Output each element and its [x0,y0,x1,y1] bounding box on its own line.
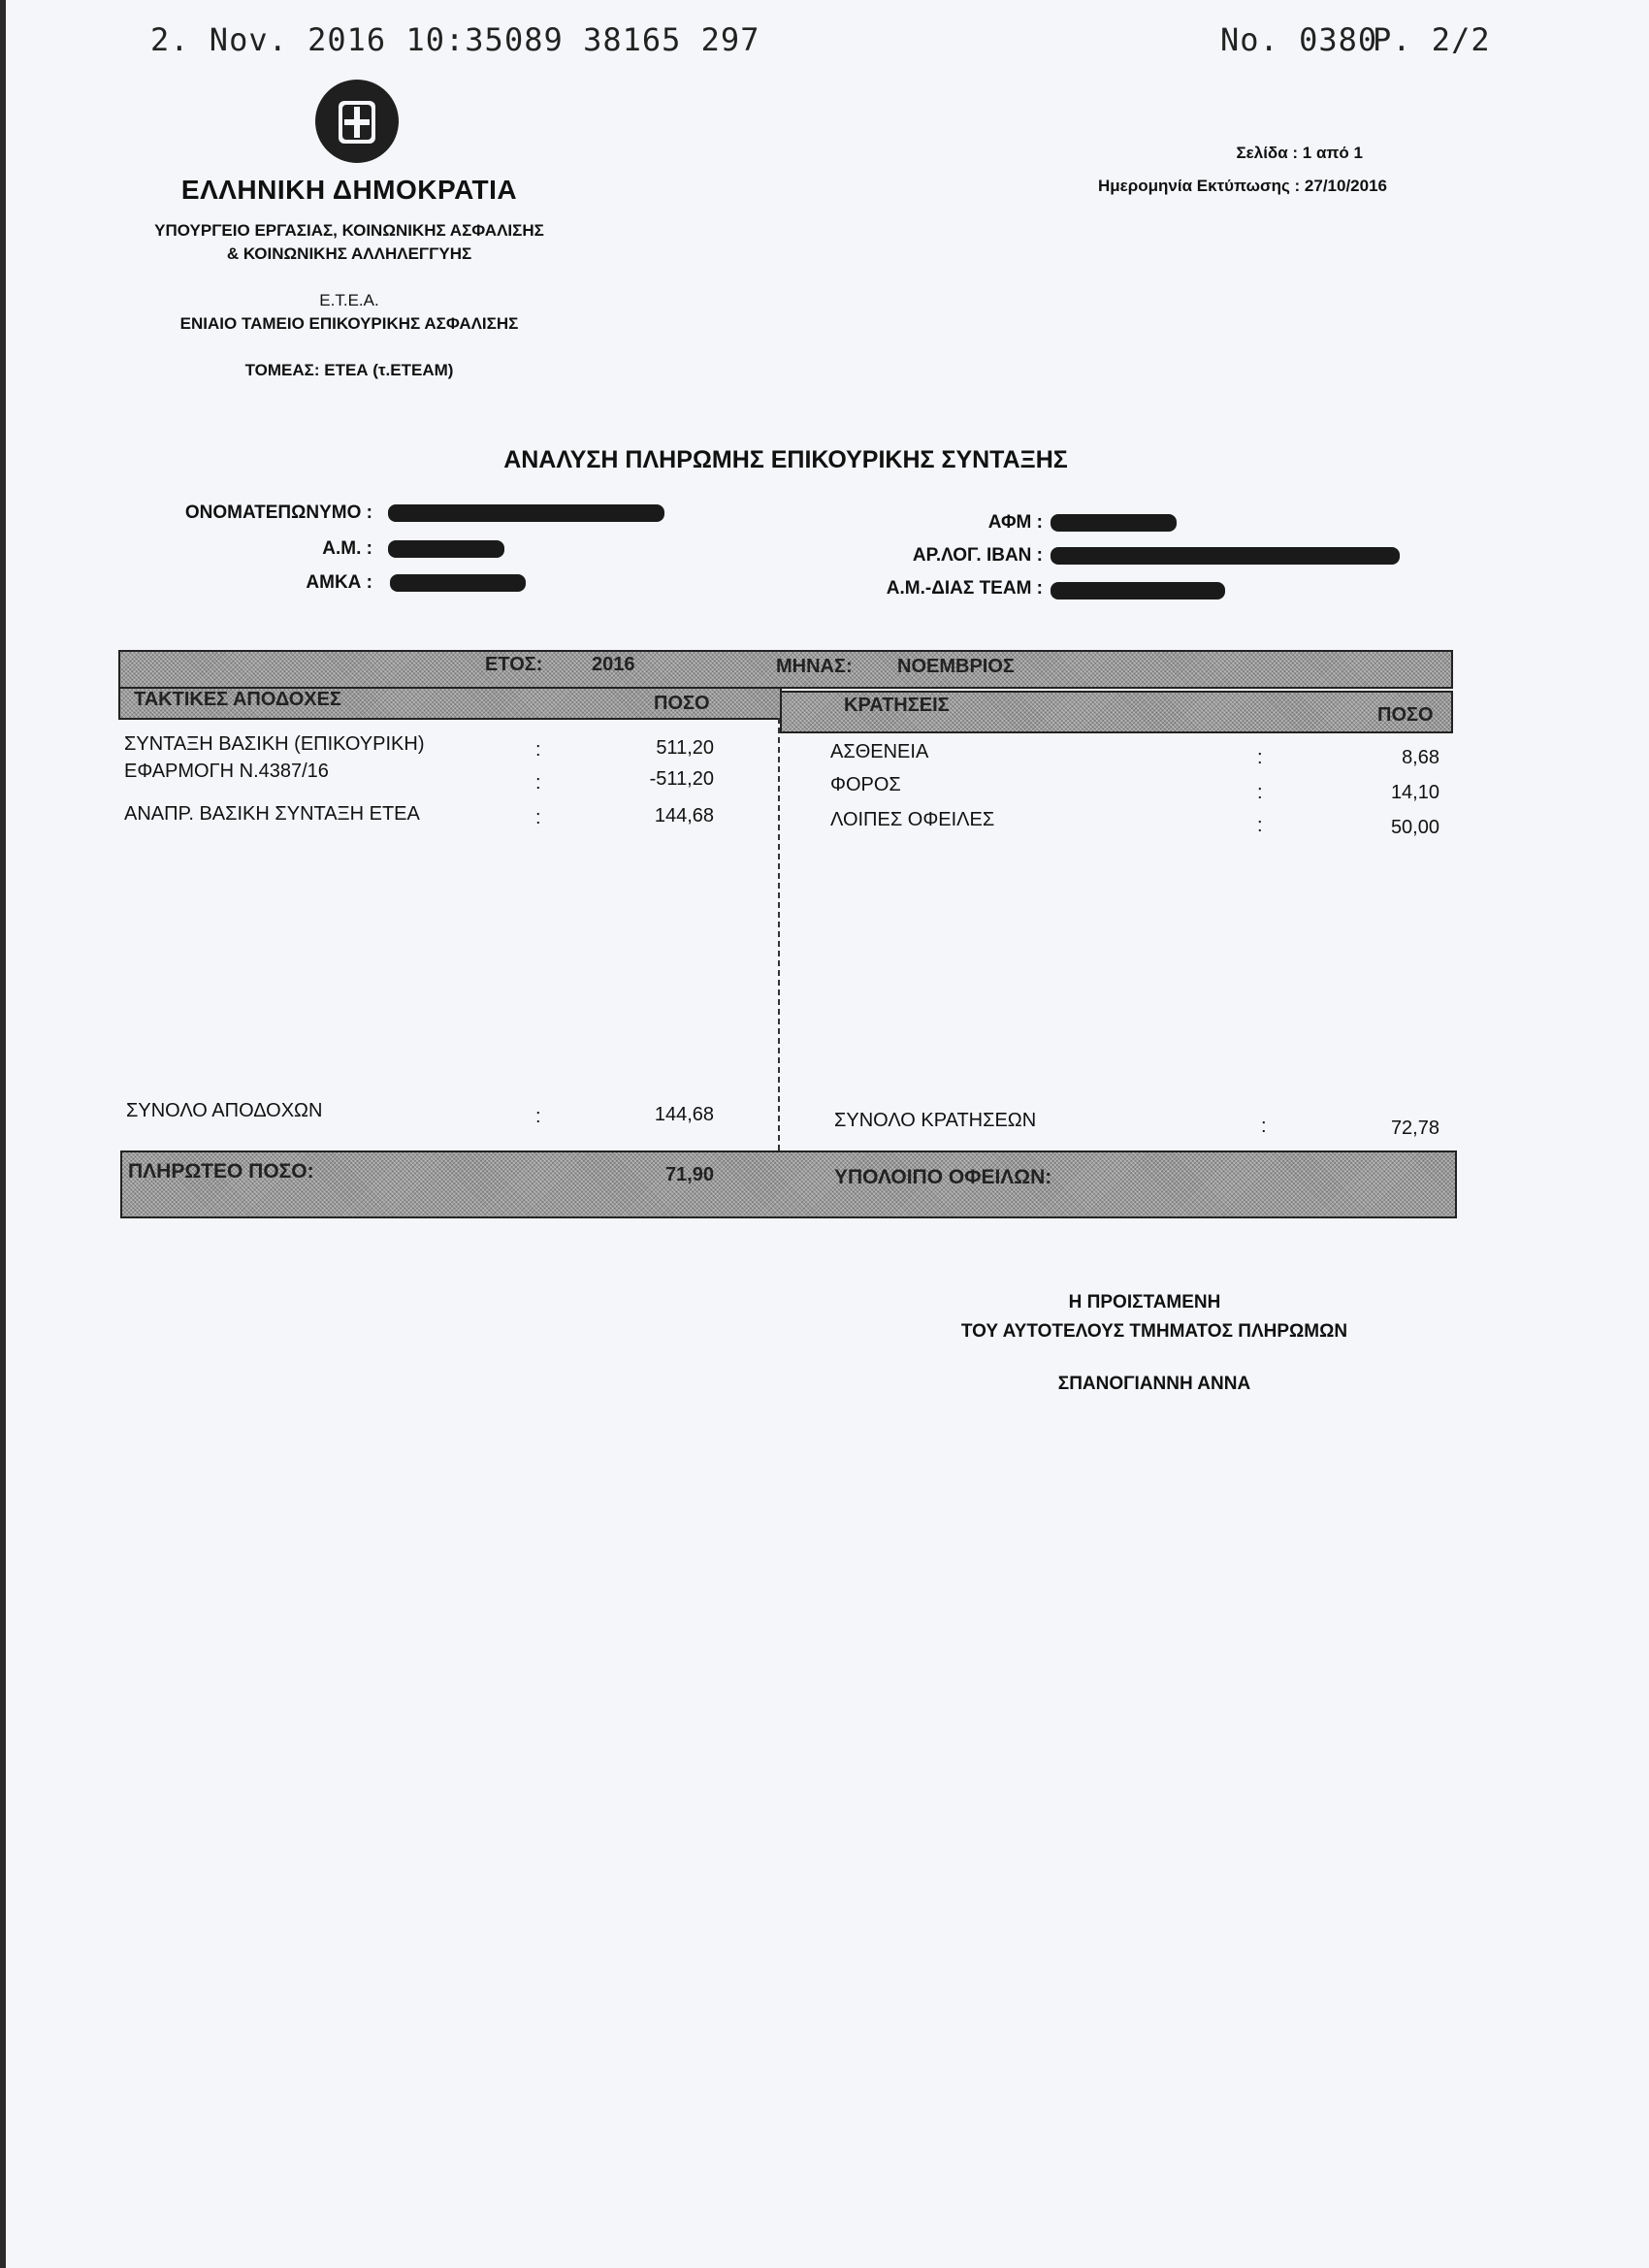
earnings-total: 144,68 [654,1104,714,1125]
deduction-row-label: ΛΟΙΠΕΣ ΟΦΕΙΛΕΣ [830,809,995,830]
fund-abbr: Ε.Τ.Ε.Α. [319,291,379,309]
deduction-row-amount: 14,10 [1390,782,1439,803]
fax-number: No. 0380 [1220,21,1378,58]
signature-department: ΤΟΥ ΑΥΤΟΤΕΛΟΥΣ ΤΜΗΜΑΤΟΣ ΠΛΗΡΩΜΩΝ [960,1321,1348,1342]
am-dias-label: Α.Μ.-ΔΙΑΣ ΤΕΑΜ : [886,578,1043,599]
sector: ΤΟΜΕΑΣ: ΕΤΕΑ (τ.ΕΤΕΑΜ) [244,361,454,379]
column-divider [778,718,780,1150]
earning-row-sep: : [535,739,541,761]
deduction-row-amount: 8,68 [1402,747,1439,768]
deduction-row-label: ΑΣΘΕΝΕΙΑ [830,741,929,762]
fax-datetime: 2. Nov. 2016 10:35 [150,21,504,58]
deductions-amount-header: ΠΟΣΟ [1377,704,1434,726]
document-title: ΑΝΑΛΥΣΗ ΠΛΗΡΩΜΗΣ ΕΠΙΚΟΥΡΙΚΗΣ ΣΥΝΤΑΞΗΣ [503,446,1068,473]
year-value: 2016 [592,654,635,675]
month-value: ΝΟΕΜΒΡΙΟΣ [897,656,1015,677]
year-label: ΕΤΟΣ: [485,654,543,675]
balance-label: ΥΠΟΛΟΙΠΟ ΟΦΕΙΛΩΝ: [834,1166,1052,1188]
print-date: Ημερομηνία Εκτύπωσης : 27/10/2016 [1097,177,1387,195]
amka-label: ΑΜΚΑ : [306,572,372,593]
fund-name: ΕΝΙΑΙΟ ΤΑΜΕΙΟ ΕΠΙΚΟΥΡΙΚΗΣ ΑΣΦΑΛΙΣΗΣ [179,314,519,333]
amka-redaction [390,574,526,592]
deduction-row-sep: : [1257,782,1263,803]
greek-emblem-icon [315,80,399,163]
payable-label: ΠΛΗΡΩΤΕΟ ΠΟΣΟ: [128,1160,314,1183]
am-dias-redaction [1051,582,1225,599]
afm-redaction [1051,514,1177,532]
earning-row-amount: 144,68 [654,805,714,826]
earning-row-amount: 511,20 [656,737,714,759]
fax-phone: 089 38165 297 [504,21,760,58]
earnings-amount-header: ΠΟΣΟ [654,693,710,714]
fax-page: P. 2/2 [1373,21,1491,58]
scan-edge [0,0,6,2268]
month-label: ΜΗΝΑΣ: [776,656,853,677]
republic-title: ΕΛΛΗΝΙΚΗ ΔΗΜΟΚΡΑΤΙΑ [180,175,518,205]
earning-row-sep: : [535,807,541,828]
deductions-total-sep: : [1261,1116,1267,1137]
earning-row-label: ΑΝΑΠΡ. ΒΑΣΙΚΗ ΣΥΝΤΑΞΗ ΕΤΕΑ [124,803,420,825]
am-label: Α.Μ. : [322,538,372,559]
afm-label: ΑΦΜ : [987,512,1043,533]
earning-row-amount: -511,20 [649,768,714,790]
deductions-header: ΚΡΑΤΗΣΕΙΣ [844,695,950,716]
deduction-row-sep: : [1257,747,1263,768]
deduction-row-sep: : [1257,815,1263,836]
signature-title: Η ΠΡΟΙΣΤΑΜΕΝΗ [1068,1292,1221,1312]
payable-bar [120,1150,1457,1218]
iban-redaction [1051,547,1400,565]
name-redaction [388,504,664,522]
earning-row-label: ΣΥΝΤΑΞΗ ΒΑΣΙΚΗ (ΕΠΙΚΟΥΡΙΚΗ) [124,733,425,755]
name-label: ΟΝΟΜΑΤΕΠΩΝΥΜΟ : [184,502,372,523]
iban-label: ΑΡ.ΛΟΓ. IBAN : [912,545,1043,566]
deduction-row-amount: 50,00 [1390,817,1439,838]
deduction-row-label: ΦΟΡΟΣ [830,774,901,795]
deductions-total-label: ΣΥΝΟΛΟ ΚΡΑΤΗΣΕΩΝ [834,1110,1037,1131]
am-redaction [388,540,504,558]
signature-name: ΣΠΑΝΟΓΙΑΝΝΗ ΑΝΝΑ [1057,1374,1251,1394]
ministry-line1: ΥΠΟΥΡΓΕΙΟ ΕΡΓΑΣΙΑΣ, ΚΟΙΝΩΝΙΚΗΣ ΑΣΦΑΛΙΣΗΣ [154,221,544,240]
deductions-total: 72,78 [1390,1118,1439,1139]
earnings-total-label: ΣΥΝΟΛΟ ΑΠΟΔΟΧΩΝ [126,1100,323,1121]
page-indicator: Σελίδα : 1 από 1 [1236,144,1363,162]
ministry-line2: & ΚΟΙΝΩΝΙΚΗΣ ΑΛΛΗΛΕΓΓΥΗΣ [226,244,472,263]
payable-amount: 71,90 [664,1164,714,1185]
earnings-header: ΤΑΚΤΙΚΕΣ ΑΠΟΔΟΧΕΣ [134,689,341,710]
earning-row-sep: : [535,772,541,794]
earnings-total-sep: : [535,1106,541,1127]
earning-row-label: ΕΦΑΡΜΟΓΗ Ν.4387/16 [124,761,329,782]
